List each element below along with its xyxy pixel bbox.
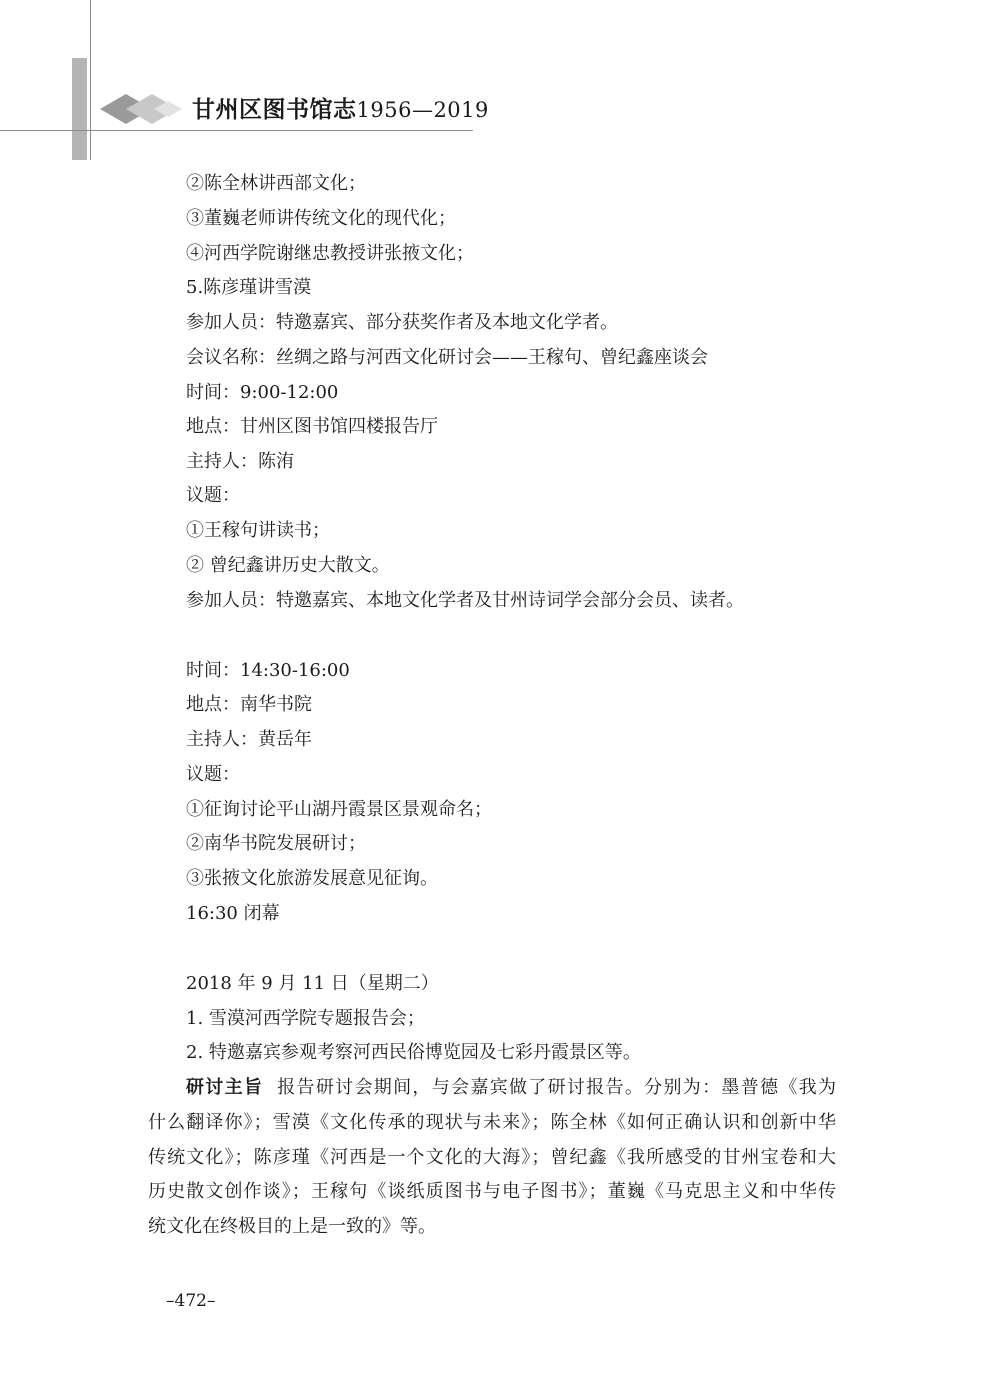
body-line: ②南华书院发展研讨； [186,833,366,854]
body-line: 议题： [186,764,240,785]
summary-lead-label: 研讨主旨 [186,1077,264,1098]
header-horizontal-rule [0,130,473,131]
header-years: 1956—2019 [356,98,489,122]
header-diamond-ornament-icon [96,88,192,130]
page-number: –472– [166,1291,216,1311]
summary-paragraph-line: 统文化在终极目的上是一致的》等。 [148,1216,436,1237]
summary-paragraph-line: 传统文化》；陈彦瑾《河西是一个文化的大海》；曾纪鑫《我所感受的甘州宝卷和大 [148,1147,836,1168]
body-line: 会议名称：丝绸之路与河西文化研讨会——王稼句、曾纪鑫座谈会 [186,347,708,368]
summary-paragraph-line: 什么翻译你》；雪漠《文化传承的现状与未来》；陈全林《如何正确认识和创新中华 [148,1112,836,1133]
body-line: 2018 年 9 月 11 日（星期二） [186,973,439,994]
body-line: 参加人员：特邀嘉宾、部分获奖作者及本地文化学者。 [186,312,618,333]
body-line: ③董巍老师讲传统文化的现代化； [186,208,456,229]
running-header-title [192,92,489,128]
body-line: 主持人：黄岳年 [186,729,312,750]
body-line: 地点：甘州区图书馆四楼报告厅 [186,416,438,437]
body-line: 16:30 闭幕 [186,903,280,924]
body-line: 时间：9:00-12:00 [186,382,339,403]
body-line: 地点：南华书院 [186,694,312,715]
body-line: ② 曾纪鑫讲历史大散文。 [186,555,390,576]
summary-paragraph-line: 历史散文创作谈》；王稼句《谈纸质图书与电子图书》；董巍《马克思主义和中华传 [148,1181,836,1202]
summary-paragraph-line [186,1071,836,1105]
body-line: ③张掖文化旅游发展意见征询。 [186,868,438,889]
body-line: ②陈全林讲西部文化； [186,173,366,194]
body-line: 主持人：陈洧 [186,451,294,472]
body-line: 议题： [186,485,240,506]
body-line: 1. 雪漠河西学院专题报告会； [186,1008,425,1029]
header-book-title: 甘州区图书馆志 [192,96,357,123]
summary-line-text: 报告研讨会期间，与会嘉宾做了研讨报告。分别为：墨普德《我为 [277,1077,836,1098]
body-line: 时间：14:30-16:00 [186,660,350,681]
body-line: ①王稼句讲读书； [186,520,330,541]
body-line: 2. 特邀嘉宾参观考察河西民俗博览园及七彩丹霞景区等。 [186,1042,641,1063]
header-vertical-rule [90,0,91,160]
body-line: 5.陈彦瑾讲雪漠 [186,277,312,298]
body-line: ①征询讨论平山湖丹霞景区景观命名； [186,799,492,820]
header-gray-bar [72,58,87,160]
body-line: 参加人员：特邀嘉宾、本地文化学者及甘州诗词学会部分会员、读者。 [186,590,744,611]
body-line: ④河西学院谢继忠教授讲张掖文化； [186,243,474,264]
